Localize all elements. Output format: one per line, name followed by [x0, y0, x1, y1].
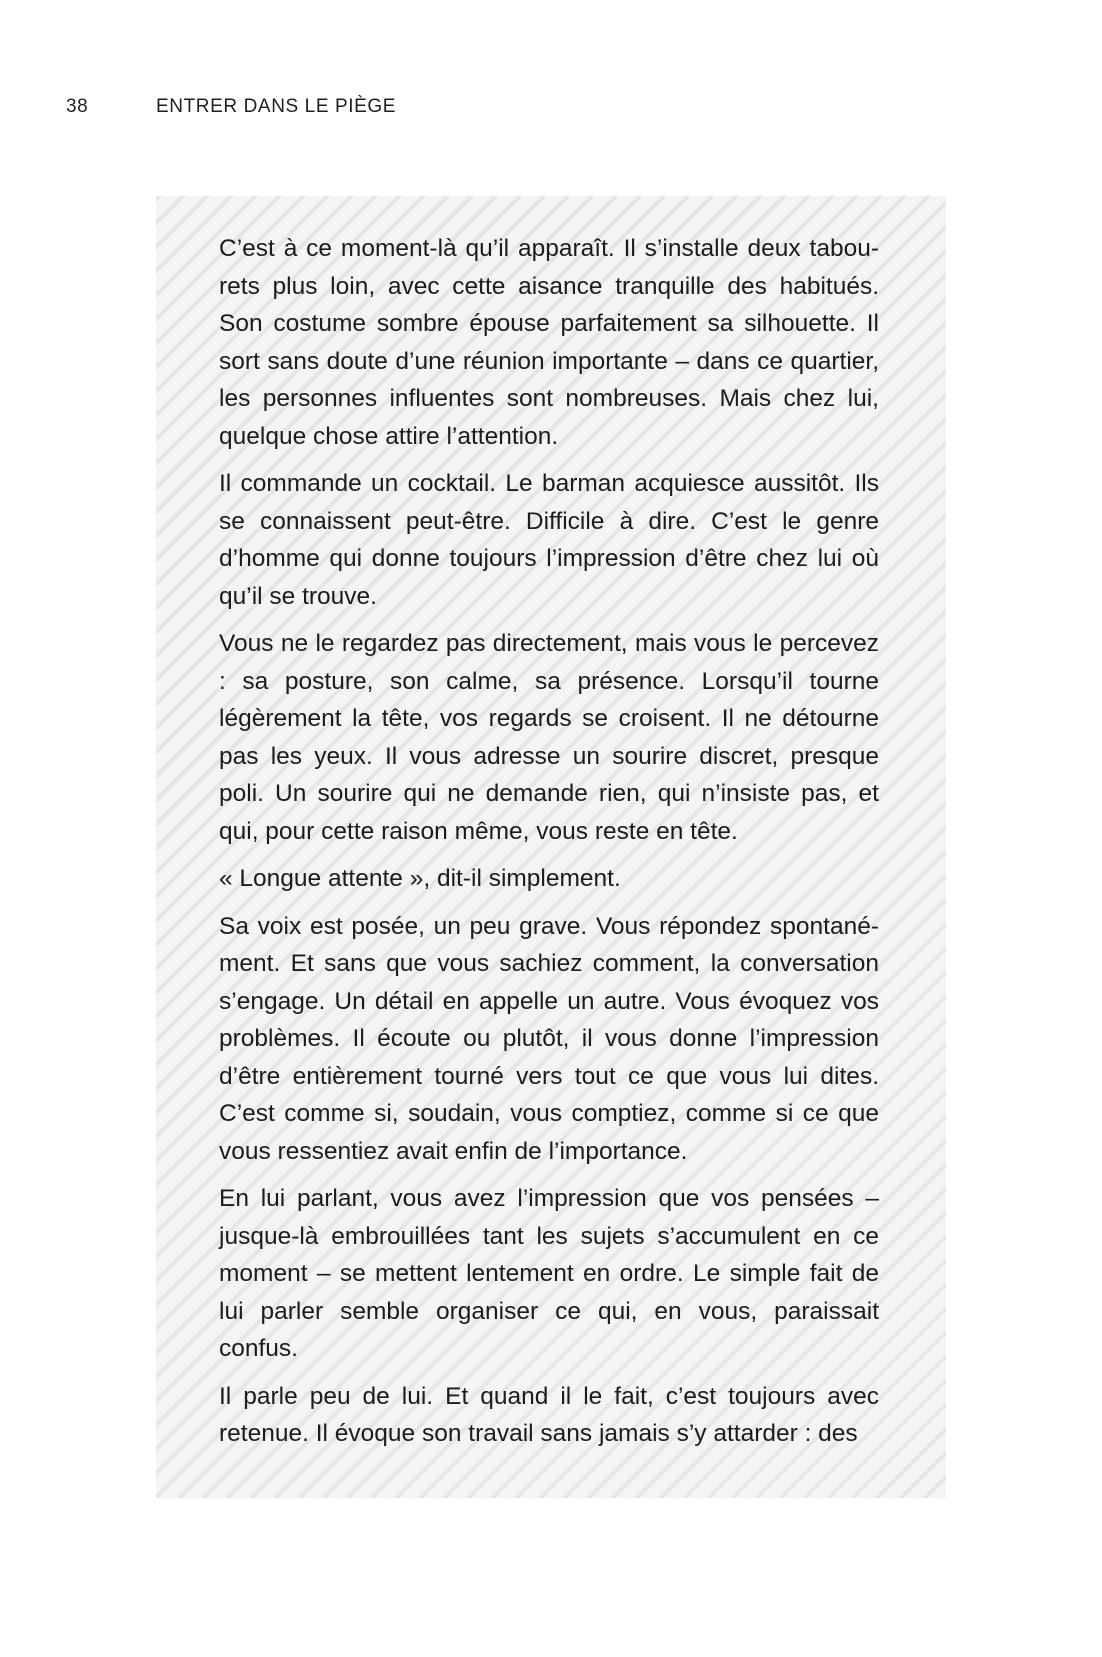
paragraph-5: Sa voix est posée, un peu grave. Vous répondez spontanément. Et sans que vous sachiez comment, la conversation s’engage. Un détail en appelle un autre. Vous évoquez vos problèmes. Il écoute ou plutôt, il vous donne l’impression d’être entièrement tourné vers tout ce que vous lui dites. C’est comme si, soudain, vous comptiez, comme si ce que vous ressentiez avait enfin de l’importance.	[219, 912, 879, 1165]
text-box	[156, 196, 946, 1498]
page-number: 38	[66, 96, 89, 117]
paragraph-2: Il commande un cocktail. Le barman acquiesce aussitôt. Ils se connaissent peut-être. Difficile à dire. C’est le genre d’homme qui donne toujours l’impression d’être chez lui où qu’il se trouve.	[219, 470, 879, 610]
running-title: ENTRER DANS LE PIÈGE	[156, 96, 397, 117]
paragraph-3: Vous ne le regardez pas directement, mais vous le percevez : sa posture, son calme, sa présence. Lorsqu’il tourne légèrement la tête, vos regards se croisent. Il ne détourne pas les yeux. Il vous adresse un sourire discret, presque poli. Un sourire qui ne demande rien, qui n’insiste pas, et qui, pour cette raison même, vous reste en tête.	[219, 630, 879, 845]
body-text	[219, 230, 879, 1463]
paragraph-4: « Longue attente », dit-il simplement.	[219, 865, 621, 892]
paragraph-7: Il parle peu de lui. Et quand il le fait, c’est toujours avec retenue. Il évoque son travail sans jamais s’y attarder : des	[219, 1382, 879, 1447]
paragraph-1: C’est à ce moment-là qu’il apparaît. Il s’installe deux tabourets plus loin, avec cette aisance tranquille des habitués. Son costume sombre épouse parfaitement sa silhouette. Il sort sans doute d’une réunion importante – dans ce quartier, les personnes influentes sont nombreuses. Mais chez lui, quelque chose attire l’attention.	[219, 235, 879, 450]
paragraph-6: En lui parlant, vous avez l’impression que vos pensées – jusque-là embrouillées tant les sujets s’accumulent en ce moment – se mettent lentement en ordre. Le simple fait de lui parler semble organiser ce qui, en vous, paraissait confus.	[219, 1185, 879, 1362]
